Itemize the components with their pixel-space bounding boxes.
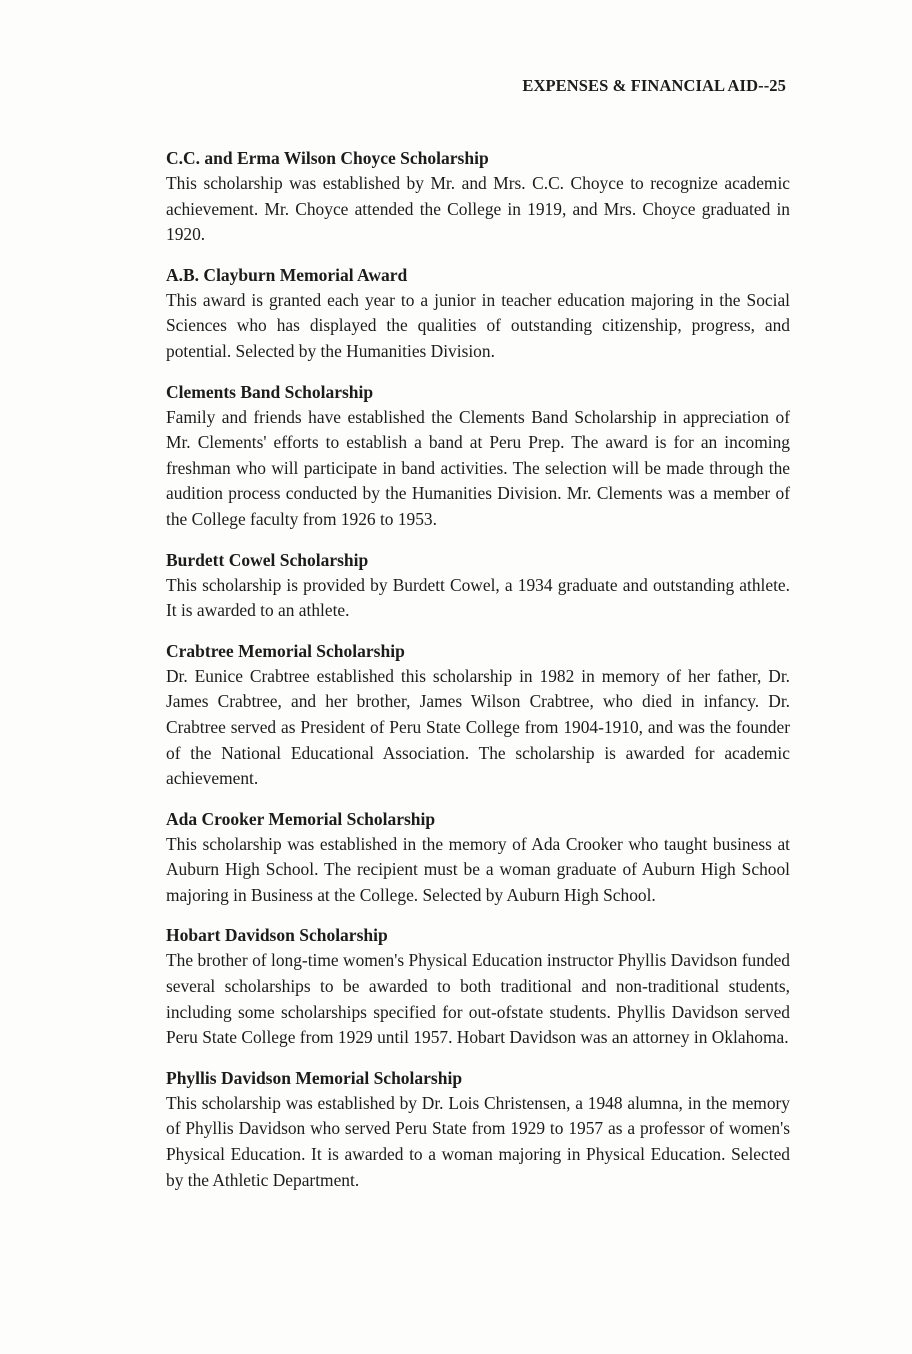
entry-title: Burdett Cowel Scholarship [166, 549, 369, 570]
scholarship-entry [166, 639, 790, 792]
entry-title: A.B. Clayburn Memorial Award [166, 264, 408, 285]
scholarship-entry [166, 146, 790, 248]
entry-title: Clements Band Scholarship [166, 381, 374, 402]
scholarship-list [166, 146, 790, 1208]
entry-body: This scholarship was established by Mr. and Mrs. C.C. Choyce to recognize academic achievement. Mr. Choyce attended the College in 1919, and Mrs. Choyce graduated in 1920. [166, 173, 790, 245]
scholarship-entry [166, 923, 790, 1050]
entry-body: This scholarship is provided by Burdett Cowel, a 1934 graduate and outstanding athlete. It is awarded to an athlete. [166, 574, 790, 621]
entry-title: Hobart Davidson Scholarship [166, 925, 388, 946]
entry-title: Ada Crooker Memorial Scholarship [166, 808, 436, 829]
entry-body: This scholarship was established by Dr. Lois Christensen, a 1948 alumna, in the memory of Phyllis Davidson who served Peru State from 1929 to 1957 as a professor of women's Physical Education. It is awarded to a woman majoring in Physical Education. Selected by the Athletic Department. [166, 1092, 790, 1190]
scholarship-entry [166, 548, 790, 624]
scholarship-entry [166, 263, 790, 365]
entry-body: This award is granted each year to a junior in teacher education majoring in the Social Sciences who has displayed the qualities of outstanding citizenship, progress, and potential. Selected by the Humanities Division. [166, 289, 790, 361]
entry-title: C.C. and Erma Wilson Choyce Scholarship [166, 148, 489, 168]
entry-body: Dr. Eunice Crabtree established this scholarship in 1982 in memory of her father, Dr. James Crabtree, and her brother, James Wilson Crabtree, who died in infancy. Dr. Crabtree served as President of Peru State College from 1904-1910, and was the founder of the National Educational Association. The scholarship is awarded for academic achievement. [166, 665, 790, 789]
entry-title: Crabtree Memorial Scholarship [166, 640, 405, 661]
running-head: EXPENSES & FINANCIAL AID--25 [522, 76, 786, 95]
scholarship-entry [166, 1066, 790, 1193]
entry-title: Phyllis Davidson Memorial Scholarship [166, 1067, 463, 1088]
entry-body: This scholarship was established in the memory of Ada Crooker who taught business at Auburn High School. The recipient must be a woman graduate of Auburn High School majoring in Business at the College. Selected by Auburn High School. [166, 833, 790, 905]
entry-body: The brother of long-time women's Physical Education instructor Phyllis Davidson funded several scholarships to be awarded to both traditional and non-traditional students, including some scholarships specified for out-ofstate students. Phyllis Davidson served Peru State College from 1929 until 1957. Hobart Davidson was an attorney in Oklahoma. [166, 950, 790, 1048]
scholarship-entry [166, 807, 790, 909]
scholarship-entry [166, 380, 790, 533]
entry-body: Family and friends have established the Clements Band Scholarship in appreciation of Mr. Clements' efforts to establish a band at Peru Prep. The award is for an incoming freshman who will participate in band activities. The selection will be made through the audition process conducted by the Humanities Division. Mr. Clements was a member of the College faculty from 1926 to 1953. [166, 406, 790, 529]
